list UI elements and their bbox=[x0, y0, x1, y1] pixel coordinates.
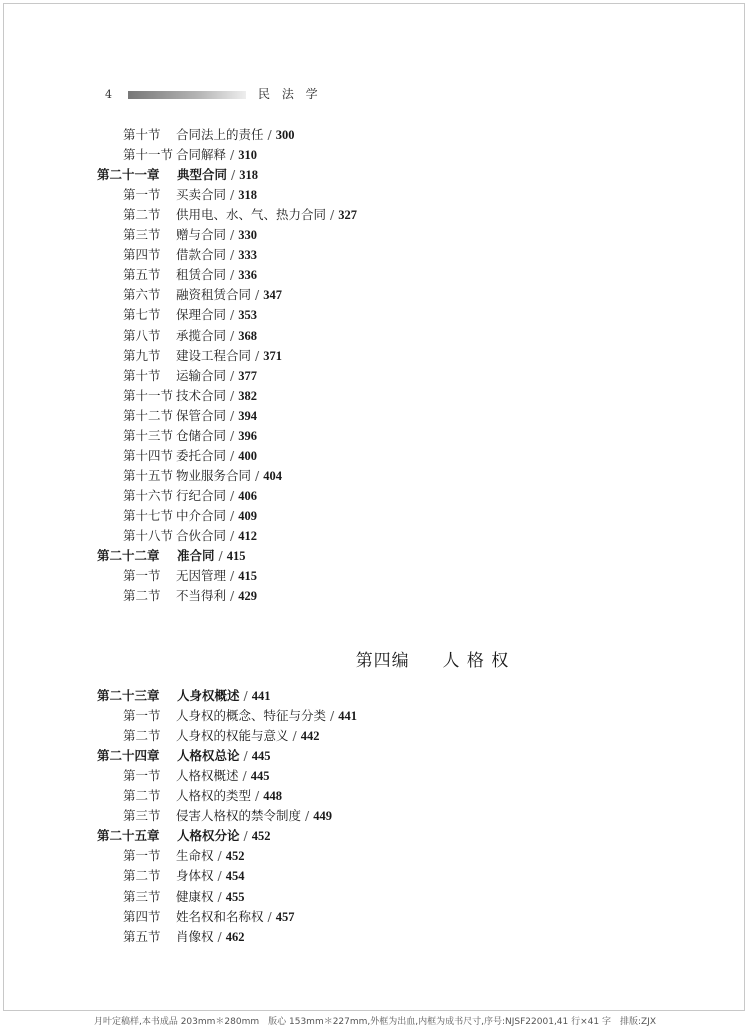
entry-page: 415 bbox=[226, 549, 246, 564]
entry-page: 441 bbox=[251, 689, 271, 703]
entry-separator: / bbox=[217, 848, 222, 864]
entry-title: 无因管理 bbox=[176, 568, 227, 584]
entry-title: 保理合同 bbox=[176, 307, 227, 323]
entry-page: 406 bbox=[238, 488, 257, 503]
entry-label: 第二节 bbox=[123, 788, 161, 804]
entry-label: 第八节 bbox=[123, 327, 161, 343]
entry-page: 382 bbox=[238, 388, 257, 403]
page-number: 4 bbox=[105, 88, 112, 101]
entry-separator: / bbox=[230, 447, 235, 463]
entry-label: 第二十五章 bbox=[97, 828, 160, 844]
entry-label: 第五节 bbox=[123, 267, 161, 283]
entry-label: 第一节 bbox=[123, 187, 161, 203]
entry-label: 第九节 bbox=[123, 347, 161, 363]
entry-label: 第二十四章 bbox=[97, 748, 160, 764]
entry-title: 技术合同 bbox=[176, 387, 227, 403]
entry-page: 330 bbox=[238, 228, 257, 243]
toc-chapter-entry bbox=[97, 165, 258, 185]
toc-section-entry bbox=[123, 205, 357, 225]
entry-separator: / bbox=[305, 808, 310, 824]
entry-title: 物业服务合同 bbox=[176, 467, 252, 483]
entry-page: 445 bbox=[250, 769, 270, 784]
entry-page: 333 bbox=[238, 248, 257, 263]
entry-separator: / bbox=[230, 427, 235, 443]
entry-separator: / bbox=[217, 868, 222, 884]
entry-label: 第二十一章 bbox=[97, 167, 160, 183]
entry-separator: / bbox=[217, 928, 222, 944]
page-frame bbox=[3, 3, 745, 1011]
entry-label: 第二节 bbox=[123, 207, 161, 223]
toc-section-entry bbox=[123, 145, 257, 165]
entry-title: 人身权的权能与意义 bbox=[176, 728, 289, 744]
toc-section-entry bbox=[123, 285, 282, 305]
entry-label: 第二十三章 bbox=[97, 688, 160, 703]
toc-section-entry bbox=[123, 346, 282, 366]
entry-separator: / bbox=[243, 828, 248, 844]
toc-section-entry bbox=[123, 446, 257, 466]
entry-separator: / bbox=[230, 267, 235, 283]
entry-page: 327 bbox=[338, 208, 357, 223]
entry-label: 第二节 bbox=[123, 868, 161, 884]
entry-label: 第一节 bbox=[123, 568, 161, 584]
entry-title: 合同法上的责任 bbox=[176, 127, 264, 142]
toc-section-entry bbox=[123, 846, 244, 866]
entry-page: 368 bbox=[238, 328, 257, 343]
entry-label: 第二十二章 bbox=[97, 548, 160, 564]
entry-separator: / bbox=[230, 187, 235, 203]
header-gradient-bar bbox=[128, 91, 246, 99]
entry-title: 人格权概述 bbox=[176, 768, 239, 784]
toc-chapter-entry bbox=[97, 546, 245, 566]
entry-label: 第三节 bbox=[123, 808, 161, 824]
entry-title: 典型合同 bbox=[177, 167, 228, 183]
entry-separator: / bbox=[230, 227, 235, 243]
running-header bbox=[0, 0, 750, 120]
entry-page: 441 bbox=[338, 709, 357, 724]
entry-label: 第五节 bbox=[123, 928, 161, 944]
entry-page: 448 bbox=[263, 789, 282, 804]
entry-separator: / bbox=[255, 347, 260, 363]
entry-title: 借款合同 bbox=[176, 247, 227, 263]
entry-label: 第一节 bbox=[123, 768, 161, 784]
entry-page: 318 bbox=[239, 168, 258, 183]
entry-separator: / bbox=[243, 688, 248, 703]
entry-page: 452 bbox=[225, 849, 245, 864]
entry-title: 侵害人格权的禁令制度 bbox=[176, 808, 302, 824]
entry-page: 394 bbox=[238, 408, 257, 423]
entry-title: 合伙合同 bbox=[176, 528, 227, 543]
entry-separator: / bbox=[267, 127, 272, 142]
entry-title: 人格权分论 bbox=[177, 828, 240, 844]
entry-page: 404 bbox=[263, 468, 282, 483]
toc-section-entry bbox=[123, 466, 282, 486]
entry-separator: / bbox=[255, 788, 260, 804]
entry-separator: / bbox=[267, 908, 272, 924]
entry-label: 第十三节 bbox=[123, 427, 174, 443]
entry-label: 第三节 bbox=[123, 227, 161, 243]
entry-page: 347 bbox=[263, 288, 282, 303]
entry-separator: / bbox=[231, 167, 236, 183]
toc-section-entry bbox=[123, 506, 257, 526]
entry-label: 第一节 bbox=[123, 848, 161, 864]
toc-section-entry bbox=[123, 305, 257, 325]
entry-separator: / bbox=[243, 748, 248, 764]
entry-page: 415 bbox=[238, 569, 257, 584]
entry-label: 第四节 bbox=[123, 247, 161, 263]
entry-page: 454 bbox=[225, 869, 245, 884]
entry-page: 310 bbox=[238, 148, 257, 163]
toc-section-entry bbox=[123, 386, 257, 406]
toc-chapter-entry bbox=[97, 746, 270, 766]
toc-section-entry bbox=[123, 486, 257, 506]
entry-separator: / bbox=[217, 888, 222, 904]
entry-page: 371 bbox=[263, 348, 282, 363]
toc-section-entry bbox=[123, 927, 244, 947]
entry-page: 445 bbox=[251, 749, 271, 764]
entry-title: 姓名权和名称权 bbox=[176, 908, 264, 924]
toc-section-entry bbox=[123, 185, 257, 205]
entry-page: 396 bbox=[238, 428, 257, 443]
toc-section-entry bbox=[123, 766, 269, 786]
entry-separator: / bbox=[330, 207, 335, 223]
entry-label: 第十节 bbox=[123, 367, 161, 383]
entry-title: 人身权概述 bbox=[177, 688, 240, 703]
toc-section-entry bbox=[123, 326, 257, 346]
entry-separator: / bbox=[292, 728, 297, 744]
entry-page: 409 bbox=[238, 508, 257, 523]
toc-section-entry bbox=[123, 706, 357, 726]
entry-separator: / bbox=[230, 568, 235, 584]
entry-label: 第一节 bbox=[123, 708, 161, 724]
entry-page: 412 bbox=[238, 529, 257, 543]
entry-label: 第二节 bbox=[123, 588, 161, 604]
entry-separator: / bbox=[255, 287, 260, 303]
entry-page: 336 bbox=[238, 268, 257, 283]
entry-separator: / bbox=[230, 387, 235, 403]
entry-page: 455 bbox=[225, 889, 245, 904]
toc-section-entry bbox=[123, 245, 257, 265]
entry-label: 第十一节 bbox=[123, 387, 174, 403]
entry-page: 462 bbox=[225, 929, 245, 944]
entry-label: 第十二节 bbox=[123, 407, 174, 423]
entry-title: 融资租赁合同 bbox=[176, 287, 252, 303]
entry-page: 318 bbox=[238, 188, 257, 203]
entry-title: 合同解释 bbox=[176, 147, 227, 163]
entry-separator: / bbox=[255, 467, 260, 483]
toc-section-entry bbox=[123, 406, 257, 426]
entry-separator: / bbox=[230, 327, 235, 343]
toc-section-entry bbox=[123, 566, 257, 586]
toc-chapter-entry bbox=[97, 686, 270, 706]
toc-section-entry bbox=[123, 586, 257, 606]
entry-separator: / bbox=[330, 708, 335, 724]
entry-title: 保管合同 bbox=[176, 407, 227, 423]
entry-title: 租赁合同 bbox=[176, 267, 227, 283]
entry-page: 400 bbox=[238, 448, 257, 463]
entry-title: 肖像权 bbox=[176, 928, 214, 944]
entry-separator: / bbox=[230, 367, 235, 383]
toc-section-entry bbox=[123, 907, 294, 927]
toc-section-entry bbox=[123, 366, 257, 386]
entry-title: 委托合同 bbox=[176, 447, 227, 463]
toc-section-entry bbox=[123, 265, 257, 285]
entry-title: 买卖合同 bbox=[176, 187, 227, 203]
part-heading bbox=[0, 646, 750, 671]
entry-title: 中介合同 bbox=[176, 507, 227, 523]
entry-title: 建设工程合同 bbox=[176, 347, 252, 363]
entry-separator: / bbox=[230, 528, 235, 543]
entry-separator: / bbox=[230, 487, 235, 503]
toc-section-entry bbox=[123, 426, 257, 446]
entry-separator: / bbox=[230, 588, 235, 604]
entry-title: 身体权 bbox=[176, 868, 214, 884]
entry-title: 行纪合同 bbox=[176, 487, 227, 503]
entry-title: 仓储合同 bbox=[176, 427, 227, 443]
part-title: 人 格 权 bbox=[442, 651, 510, 671]
entry-title: 不当得利 bbox=[176, 588, 227, 604]
entry-label: 第十一节 bbox=[123, 147, 174, 163]
entry-title: 生命权 bbox=[176, 848, 214, 864]
entry-page: 442 bbox=[300, 729, 320, 744]
entry-page: 457 bbox=[275, 909, 295, 924]
entry-page: 449 bbox=[313, 809, 332, 824]
entry-separator: / bbox=[230, 247, 235, 263]
toc-section-entry bbox=[123, 726, 319, 746]
entry-title: 供用电、水、气、热力合同 bbox=[176, 207, 327, 223]
entry-label: 第三节 bbox=[123, 888, 161, 904]
entry-title: 人身权的概念、特征与分类 bbox=[176, 708, 327, 724]
entry-separator: / bbox=[242, 768, 247, 784]
book-title: 民 法 学 bbox=[258, 87, 322, 101]
part-number: 第四编 bbox=[355, 651, 410, 671]
entry-title: 健康权 bbox=[176, 888, 214, 904]
entry-title: 人格权的类型 bbox=[176, 788, 252, 804]
entry-label: 第二节 bbox=[123, 728, 161, 744]
entry-page: 429 bbox=[238, 589, 257, 604]
entry-separator: / bbox=[218, 548, 223, 564]
entry-title: 赠与合同 bbox=[176, 227, 227, 243]
toc-chapter-entry bbox=[97, 826, 270, 846]
entry-title: 承揽合同 bbox=[176, 327, 227, 343]
entry-page: 452 bbox=[251, 829, 271, 844]
entry-title: 准合同 bbox=[177, 548, 215, 564]
entry-label: 第十七节 bbox=[123, 507, 174, 523]
entry-page: 300 bbox=[275, 128, 295, 142]
entry-page: 353 bbox=[238, 308, 257, 323]
entry-label: 第十五节 bbox=[123, 467, 174, 483]
print-footer: 月叶定稿样,本书成品 203mm＊280mm 版心 153mm＊227mm,外框为出血,内框为成书尺寸,序号:NJSF22001,41 行×41 字 排版:ZJX bbox=[93, 1017, 656, 1027]
entry-label: 第六节 bbox=[123, 287, 161, 303]
toc-section-entry bbox=[123, 125, 294, 145]
toc-section-entry bbox=[123, 806, 332, 826]
entry-page: 377 bbox=[238, 368, 257, 383]
entry-separator: / bbox=[230, 507, 235, 523]
entry-separator: / bbox=[230, 407, 235, 423]
entry-title: 运输合同 bbox=[176, 367, 227, 383]
toc-section-entry bbox=[123, 786, 282, 806]
entry-label: 第十六节 bbox=[123, 487, 174, 503]
toc-section-entry bbox=[123, 526, 257, 546]
toc-section-entry bbox=[123, 225, 257, 245]
entry-label: 第十四节 bbox=[123, 447, 174, 463]
entry-label: 第四节 bbox=[123, 908, 161, 924]
entry-separator: / bbox=[230, 147, 235, 163]
entry-title: 人格权总论 bbox=[177, 748, 240, 764]
entry-label: 第十八节 bbox=[123, 528, 174, 543]
toc-section-entry bbox=[123, 887, 244, 907]
entry-label: 第十节 bbox=[123, 127, 161, 142]
entry-label: 第七节 bbox=[123, 307, 161, 323]
toc-section-entry bbox=[123, 866, 244, 886]
entry-separator: / bbox=[230, 307, 235, 323]
